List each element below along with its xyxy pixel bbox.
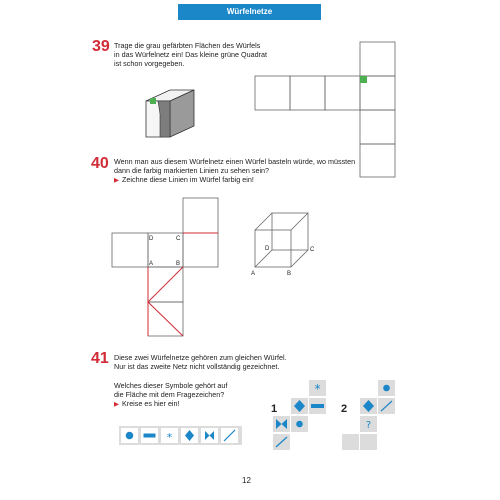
- section-header: Würfelnetze: [178, 4, 321, 20]
- task-41-line-2: Nur ist das zweite Netz nicht vollständig gezeichnet.: [114, 362, 280, 372]
- task-39-line-3: ist schon vorgegeben.: [114, 59, 185, 69]
- task-40-cube: [255, 213, 308, 267]
- net1-bar-icon: [311, 404, 324, 408]
- task-number-39: 39: [92, 38, 110, 55]
- net-2-label: 2: [341, 403, 348, 415]
- net-label-b: B: [176, 261, 181, 267]
- net-label-d: D: [149, 236, 154, 242]
- cube-label-a: A: [251, 271, 256, 277]
- triangle-bullet-icon: ▶: [114, 177, 119, 185]
- task-41-instruction: ▶ Kreise es hier ein!: [114, 399, 180, 409]
- net2-circle-icon: [383, 385, 390, 392]
- task-41-net-1: [273, 380, 326, 450]
- task-40-line-1: Wenn man aus diesem Würfelnetz einen Würfel basteln würde, wo müssten: [114, 157, 356, 166]
- task-41-symbol-strip: [119, 426, 242, 445]
- task-39-net: [255, 42, 395, 177]
- task-39-cube: [146, 90, 194, 137]
- task-number-40: 40: [91, 155, 109, 172]
- task-40-instruction: ▶ Zeichne diese Linien im Würfel farbig ein!: [114, 175, 254, 185]
- green-marker-net: [360, 76, 367, 83]
- cube-label-b: B: [287, 271, 292, 277]
- task-39-line-1: Trage die grau gefärbten Flächen des Würfels: [114, 41, 261, 50]
- triangle-bullet-icon: ▶: [114, 401, 119, 409]
- bar-symbol-icon[interactable]: [144, 434, 156, 438]
- circle-symbol-icon[interactable]: [126, 432, 133, 439]
- cube-label-d: D: [265, 246, 270, 252]
- red-diagonal-2: [148, 302, 183, 336]
- net-1-label: 1: [271, 403, 278, 415]
- net-label-a: A: [149, 261, 154, 267]
- red-diagonal-1: [148, 267, 183, 302]
- net1-asterisk-icon: *: [314, 382, 321, 396]
- question-mark-icon: ?: [365, 420, 372, 431]
- task-41-question-2: die Fläche mit dem Fragezeichen?: [114, 390, 225, 400]
- task-41-line-1: Diese zwei Würfelnetze gehören zum gleichen Würfel.: [114, 353, 287, 362]
- page-number: 12: [242, 476, 251, 485]
- cube-label-c: C: [310, 247, 315, 253]
- task-39-line-2: in das Würfelnetz ein! Das kleine grüne Quadrat: [114, 50, 268, 60]
- task-number-41: 41: [91, 350, 109, 367]
- task-41-net-2: [342, 380, 395, 450]
- task-40-line-2: dann die farbig markierten Linien zu sehen sein?: [114, 166, 270, 176]
- net1-circle-icon: [296, 421, 303, 428]
- green-marker-cube: [150, 98, 156, 104]
- asterisk-symbol-icon[interactable]: *: [166, 431, 173, 444]
- task-40-net: [112, 198, 218, 336]
- net-label-c: C: [176, 236, 181, 242]
- task-41-question-1: Welches dieser Symbole gehört auf: [114, 381, 228, 390]
